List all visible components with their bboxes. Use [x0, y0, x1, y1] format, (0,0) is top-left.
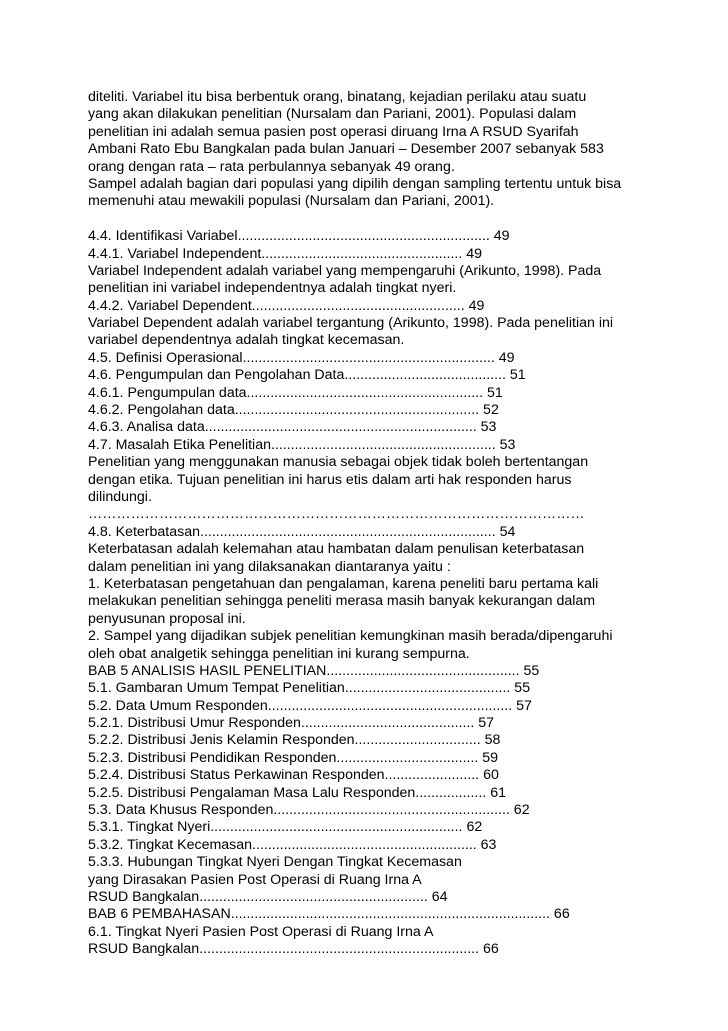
text-line: 5.2. Data Umum Responden.............................................................. 57 [88, 697, 532, 714]
text-line: penelitian ini adalah semua pasien post operasi diruang Irna A RSUD Syarifah [88, 123, 579, 140]
text-line: 4.6.3. Analisa data..................................................................... 53 [88, 419, 497, 436]
text-line: Sampel adalah bagian dari populasi yang dipilih dengan sampling tertentu untuk bisa [88, 175, 622, 192]
text-line: 1. Keterbatasan pengetahuan dan pengalaman, karena peneliti baru pertama kali [88, 575, 599, 592]
text-line: Variabel Independent adalah variabel yang mempengaruhi (Arikunto, 1998). Pada [88, 262, 602, 279]
blank-line [88, 211, 688, 228]
text-line: 2. Sampel yang dijadikan subjek penelitian kemungkinan masih berada/dipengaruhi [88, 628, 613, 645]
text-line: 5.2.2. Distribusi Jenis Kelamin Responden................................ 58 [88, 732, 501, 749]
text-line: 5.2.4. Distribusi Status Perkawinan Responden........................ 60 [88, 767, 499, 784]
text-line: RSUD Bangkalan.......................................................... 64 [88, 888, 448, 905]
text-line: penelitian ini variabel independentnya adalah tingkat nyeri. [88, 280, 457, 297]
text-line: 4.4.2. Variabel Dependent...................................................... 49 [88, 297, 485, 314]
text-line: 4.4.1. Variabel Independent................................................... 49 [88, 245, 483, 262]
text-line: 5.3.1. Tingkat Nyeri................................................................ 62 [88, 819, 483, 836]
text-line: 5.2.3. Distribusi Pendidikan Responden.................................... 59 [88, 749, 499, 766]
text-line: dilindungi. [88, 488, 152, 505]
text-line: 5.2.5. Distribusi Pengalaman Masa Lalu Responden.................. 61 [88, 784, 506, 801]
text-line: dalam penelitian ini yang dilaksanakan diantaranya yaitu : [88, 558, 451, 575]
text-line: yang akan dilakukan penelitian (Nursalam dan Pariani, 2001). Populasi dalam [88, 106, 577, 123]
text-line: …………………………………………………………………………………………… [88, 506, 585, 523]
text-line: memenuhi atau mewakili populasi (Nursalam dan Pariani, 2001). [88, 193, 495, 210]
text-line: yang Dirasakan Pasien Post Operasi di Ruang Irna A [88, 871, 422, 888]
text-line: 5.3.2. Tingkat Kecemasan......................................................... 63 [88, 836, 497, 853]
text-line: 5.3. Data Khusus Responden............................................................ 62 [88, 802, 530, 819]
text-line: RSUD Bangkalan....................................................................... 66 [88, 941, 499, 958]
text-line: dengan etika. Tujuan penelitian ini harus etis dalam arti hak responden harus [88, 471, 572, 488]
text-line: variabel dependentnya adalah tingkat kecemasan. [88, 332, 405, 349]
document-body [88, 89, 688, 959]
text-line: 4.6.2. Pengolahan data.............................................................. 52 [88, 402, 499, 419]
text-line: orang dengan rata – rata perbulannya sebanyak 49 orang. [88, 158, 455, 175]
text-line: 5.2.1. Distribusi Umur Responden............................................ 57 [88, 715, 495, 732]
text-line: 4.6. Pengumpulan dan Pengolahan Data......................................... 51 [88, 367, 526, 384]
text-line: BAB 6 PEMBAHASAN................................................................................. 66 [88, 906, 570, 923]
text-line: Variabel Dependent adalah variabel tergantung (Arikunto, 1998). Pada penelitian ini [88, 315, 614, 332]
text-line: BAB 5 ANALISIS HASIL PENELITIAN................................................. 55 [88, 662, 540, 679]
text-line: 4.7. Masalah Etika Penelitian......................................................... 53 [88, 436, 516, 453]
text-line: diteliti. Variabel itu bisa berbentuk orang, binatang, kejadian perilaku atau suatu [88, 89, 587, 105]
text-line: 4.6.1. Pengumpulan data............................................................ 51 [88, 384, 503, 401]
text-line: 4.8. Keterbatasan........................................................................... 54 [88, 523, 516, 540]
text-line: oleh obat analgetik sehingga penelitian ini kurang sempurna. [88, 645, 470, 662]
text-line: 4.5. Definisi Operasional................................................................ 49 [88, 349, 515, 366]
text-line: 6.1. Tingkat Nyeri Pasien Post Operasi di Ruang Irna A [88, 923, 434, 940]
text-line: penyusunan proposal ini. [88, 610, 246, 627]
text-line: melakukan penelitian sehingga peneliti merasa masih banyak kekurangan dalam [88, 593, 596, 610]
text-line: Ambani Rato Ebu Bangkalan pada bulan Januari – Desember 2007 sebanyak 583 [88, 141, 604, 158]
text-line: Penelitian yang menggunakan manusia sebagai objek tidak boleh bertentangan [88, 454, 589, 471]
text-line: 4.4. Identifikasi Variabel................................................................ 49 [88, 228, 510, 245]
text-line: 5.1. Gambaran Umum Tempat Penelitian.......................................... 55 [88, 680, 531, 697]
text-line: 5.3.3. Hubungan Tingkat Nyeri Dengan Tingkat Kecemasan [88, 854, 462, 871]
text-line: Keterbatasan adalah kelemahan atau hambatan dalam penulisan keterbatasan [88, 541, 585, 558]
